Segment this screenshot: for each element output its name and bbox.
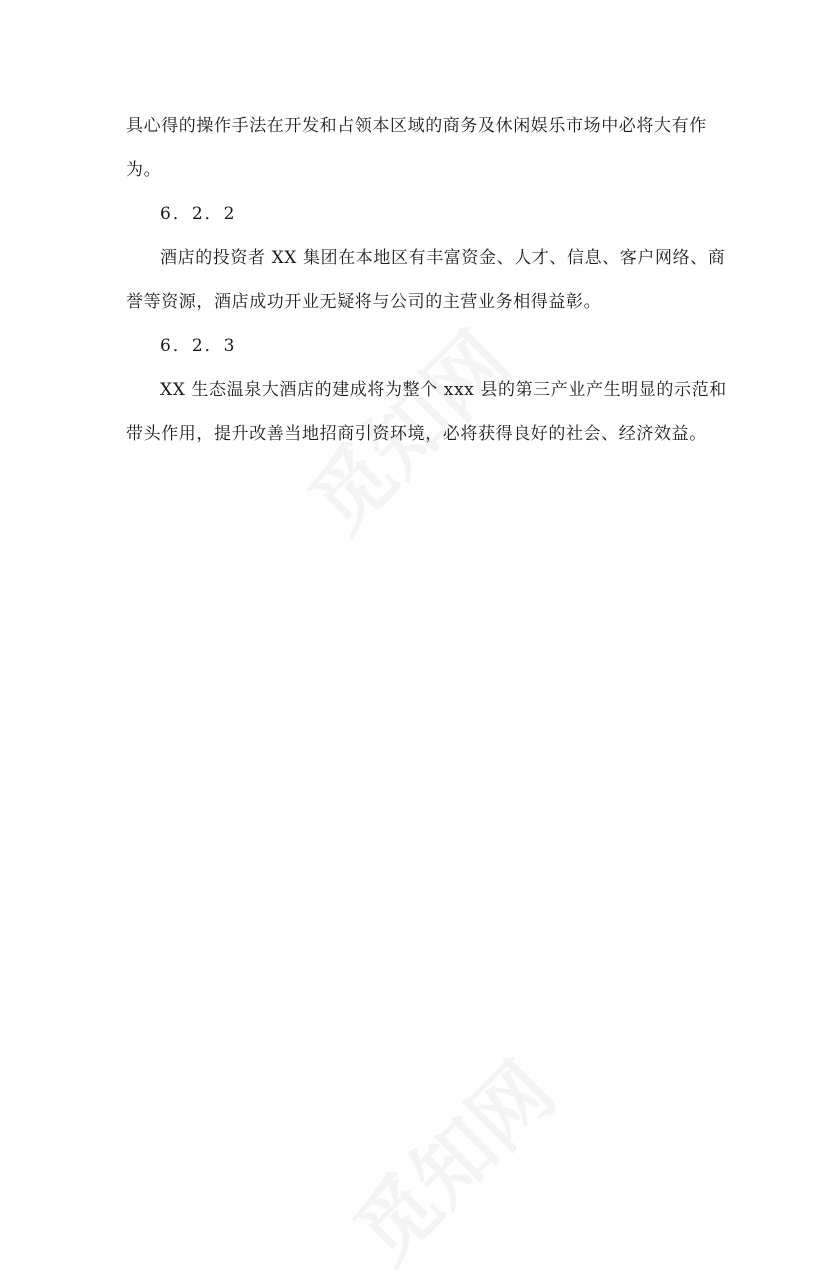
paragraph-line: 酒店的投资者 XX 集团在本地区有丰富资金、人才、信息、客户网络、商 xyxy=(160,248,726,268)
section-number: 6．2．3 xyxy=(160,336,237,356)
document-body xyxy=(126,104,727,456)
paragraph-line: XX 生态温泉大酒店的建成将为整个 xxx 县的第三产业产生明显的示范和 xyxy=(160,380,727,400)
paragraph-line: 誉等资源，酒店成功开业无疑将与公司的主营业务相得益彰。 xyxy=(126,292,602,312)
paragraph-line: 为。 xyxy=(126,160,162,180)
paragraph-line: 具心得的操作手法在开发和占领本区域的商务及休闲娱乐市场中必将大有作 xyxy=(126,116,707,136)
watermark-logo-bottom xyxy=(324,1032,575,1283)
section-number: 6．2．2 xyxy=(160,204,237,224)
paragraph-line: 带头作用，提升改善当地招商引资环境，必将获得良好的社会、经济效益。 xyxy=(126,424,707,444)
